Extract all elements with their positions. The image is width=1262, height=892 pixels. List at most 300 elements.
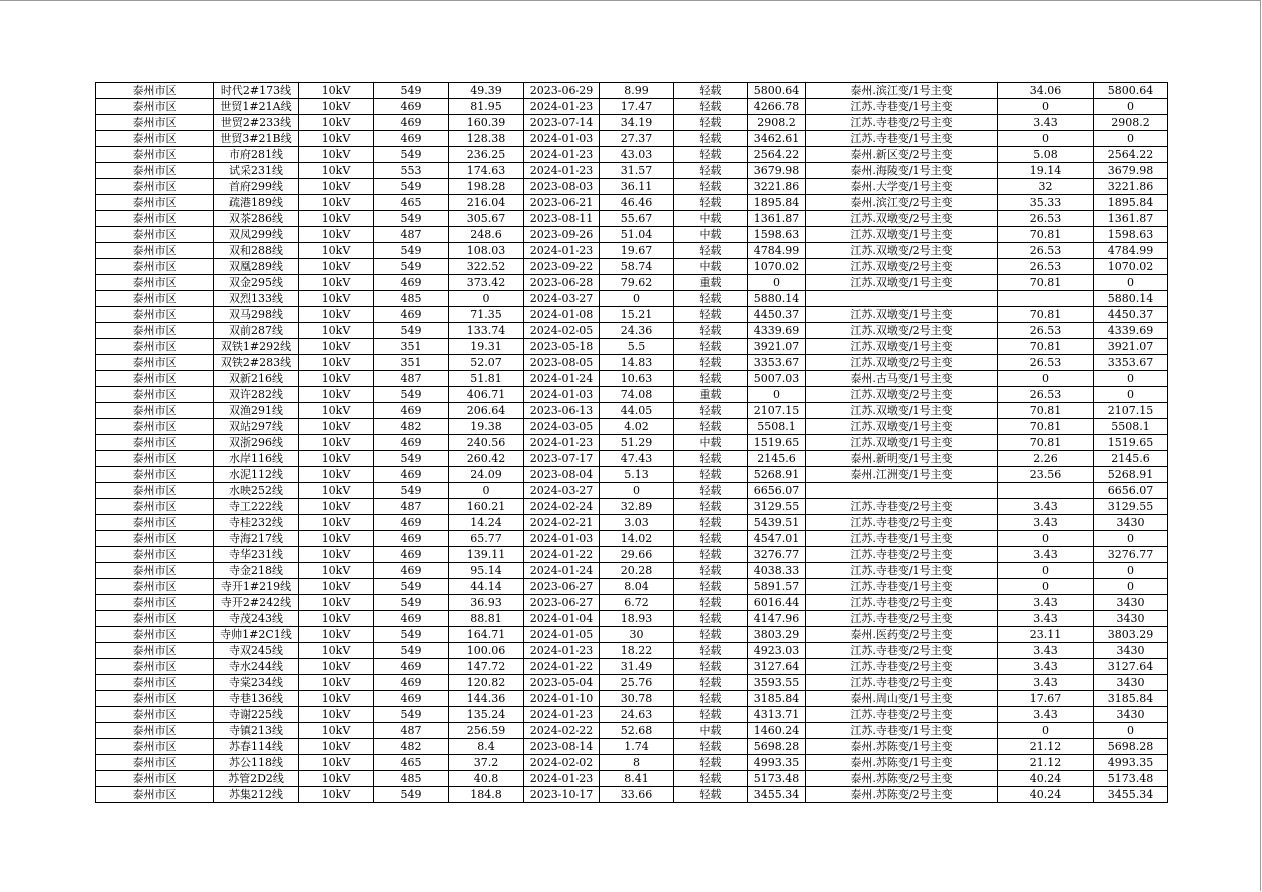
rated-capacity-cell: 469 — [374, 131, 449, 147]
load-status-cell: 轻载 — [674, 307, 748, 323]
transformer-cell: 江苏.寺巷变/2号主变 — [806, 595, 998, 611]
load-status-cell: 轻载 — [674, 147, 748, 163]
transformer-load-rate-cell: 3.43 — [998, 707, 1094, 723]
transformer-cell: 江苏.双墩变/2号主变 — [806, 211, 998, 227]
load-rate-cell: 46.46 — [600, 195, 674, 211]
date-cell: 2023-06-21 — [524, 195, 600, 211]
spare-capacity-cell: 3221.86 — [748, 179, 806, 195]
date-cell: 2024-01-05 — [524, 627, 600, 643]
load-status-cell: 轻载 — [674, 787, 748, 803]
available-capacity-cell: 0 — [1094, 531, 1168, 547]
spare-capacity-cell: 4993.35 — [748, 755, 806, 771]
available-capacity-cell: 4993.35 — [1094, 755, 1168, 771]
voltage-cell: 10kV — [299, 355, 374, 371]
load-rate-cell: 19.67 — [600, 243, 674, 259]
rated-capacity-cell: 469 — [374, 307, 449, 323]
available-capacity-cell: 3679.98 — [1094, 163, 1168, 179]
max-load-cell: 8.4 — [449, 739, 524, 755]
load-rate-cell: 34.19 — [600, 115, 674, 131]
load-status-cell: 重载 — [674, 275, 748, 291]
transformer-cell: 泰州.大学变/1号主变 — [806, 179, 998, 195]
rated-capacity-cell: 469 — [374, 435, 449, 451]
line-name-cell: 双马298线 — [214, 307, 299, 323]
voltage-cell: 10kV — [299, 739, 374, 755]
table-row — [96, 467, 1168, 483]
transformer-load-rate-cell: 70.81 — [998, 419, 1094, 435]
transformer-cell: 江苏.双墩变/1号主变 — [806, 435, 998, 451]
max-load-cell: 14.24 — [449, 515, 524, 531]
table-row — [96, 515, 1168, 531]
transformer-load-rate-cell: 3.43 — [998, 515, 1094, 531]
date-cell: 2023-06-27 — [524, 579, 600, 595]
table-row — [96, 547, 1168, 563]
date-cell: 2024-02-05 — [524, 323, 600, 339]
date-cell: 2023-07-17 — [524, 451, 600, 467]
voltage-cell: 10kV — [299, 627, 374, 643]
load-rate-cell: 5.13 — [600, 467, 674, 483]
area-cell: 泰州市区 — [96, 275, 214, 291]
area-cell: 泰州市区 — [96, 451, 214, 467]
max-load-cell: 256.59 — [449, 723, 524, 739]
load-rate-cell: 52.68 — [600, 723, 674, 739]
load-rate-cell: 20.28 — [600, 563, 674, 579]
transformer-cell: 江苏.寺巷变/2号主变 — [806, 643, 998, 659]
spare-capacity-cell: 5508.1 — [748, 419, 806, 435]
max-load-cell: 198.28 — [449, 179, 524, 195]
transformer-load-rate-cell: 26.53 — [998, 323, 1094, 339]
load-rate-cell: 24.63 — [600, 707, 674, 723]
spare-capacity-cell: 3462.61 — [748, 131, 806, 147]
area-cell: 泰州市区 — [96, 355, 214, 371]
transformer-cell: 泰州.新区变/2号主变 — [806, 147, 998, 163]
available-capacity-cell: 4339.69 — [1094, 323, 1168, 339]
table-row — [96, 195, 1168, 211]
date-cell: 2024-01-23 — [524, 435, 600, 451]
table-row — [96, 131, 1168, 147]
date-cell: 2024-03-27 — [524, 291, 600, 307]
date-cell: 2023-09-22 — [524, 259, 600, 275]
line-name-cell: 寺水244线 — [214, 659, 299, 675]
voltage-cell: 10kV — [299, 579, 374, 595]
line-name-cell: 水映252线 — [214, 483, 299, 499]
max-load-cell: 37.2 — [449, 755, 524, 771]
load-status-cell: 轻载 — [674, 611, 748, 627]
area-cell: 泰州市区 — [96, 707, 214, 723]
load-rate-cell: 15.21 — [600, 307, 674, 323]
line-name-cell: 寺棠234线 — [214, 675, 299, 691]
transformer-load-rate-cell: 3.43 — [998, 611, 1094, 627]
max-load-cell: 52.07 — [449, 355, 524, 371]
spare-capacity-cell: 3353.67 — [748, 355, 806, 371]
load-rate-cell: 33.66 — [600, 787, 674, 803]
spare-capacity-cell: 0 — [748, 387, 806, 403]
max-load-cell: 322.52 — [449, 259, 524, 275]
available-capacity-cell: 3353.67 — [1094, 355, 1168, 371]
area-cell: 泰州市区 — [96, 259, 214, 275]
line-name-cell: 首府299线 — [214, 179, 299, 195]
rated-capacity-cell: 351 — [374, 355, 449, 371]
voltage-cell: 10kV — [299, 195, 374, 211]
transformer-cell: 江苏.寺巷变/2号主变 — [806, 675, 998, 691]
area-cell: 泰州市区 — [96, 563, 214, 579]
transformer-cell: 江苏.寺巷变/2号主变 — [806, 707, 998, 723]
date-cell: 2023-08-05 — [524, 355, 600, 371]
spare-capacity-cell: 1460.24 — [748, 723, 806, 739]
voltage-cell: 10kV — [299, 115, 374, 131]
line-name-cell: 试采231线 — [214, 163, 299, 179]
line-name-cell: 世贸3#21B线 — [214, 131, 299, 147]
available-capacity-cell: 3921.07 — [1094, 339, 1168, 355]
rated-capacity-cell: 549 — [374, 387, 449, 403]
transformer-load-rate-cell: 21.12 — [998, 755, 1094, 771]
available-capacity-cell: 6656.07 — [1094, 483, 1168, 499]
spare-capacity-cell: 3127.64 — [748, 659, 806, 675]
load-status-cell: 轻载 — [674, 531, 748, 547]
date-cell: 2023-05-18 — [524, 339, 600, 355]
transformer-load-rate-cell: 3.43 — [998, 659, 1094, 675]
area-cell: 泰州市区 — [96, 595, 214, 611]
voltage-cell: 10kV — [299, 131, 374, 147]
rated-capacity-cell: 549 — [374, 451, 449, 467]
table-row — [96, 739, 1168, 755]
rated-capacity-cell: 482 — [374, 419, 449, 435]
spare-capacity-cell: 3129.55 — [748, 499, 806, 515]
transformer-load-rate-cell: 3.43 — [998, 675, 1094, 691]
load-rate-cell: 27.37 — [600, 131, 674, 147]
load-rate-cell: 0 — [600, 291, 674, 307]
available-capacity-cell: 5268.91 — [1094, 467, 1168, 483]
max-load-cell: 373.42 — [449, 275, 524, 291]
transformer-load-rate-cell: 26.53 — [998, 243, 1094, 259]
line-name-cell: 寺开2#242线 — [214, 595, 299, 611]
load-rate-cell: 30 — [600, 627, 674, 643]
line-name-cell: 双金295线 — [214, 275, 299, 291]
load-status-cell: 轻载 — [674, 131, 748, 147]
rated-capacity-cell: 469 — [374, 531, 449, 547]
available-capacity-cell: 3430 — [1094, 515, 1168, 531]
transformer-load-rate-cell: 26.53 — [998, 259, 1094, 275]
max-load-cell: 49.39 — [449, 83, 524, 99]
load-status-cell: 轻载 — [674, 339, 748, 355]
transformer-load-rate-cell: 5.08 — [998, 147, 1094, 163]
transformer-load-rate-cell: 19.14 — [998, 163, 1094, 179]
max-load-cell: 260.42 — [449, 451, 524, 467]
line-name-cell: 双铁1#292线 — [214, 339, 299, 355]
voltage-cell: 10kV — [299, 371, 374, 387]
rated-capacity-cell: 549 — [374, 595, 449, 611]
load-rate-cell: 30.78 — [600, 691, 674, 707]
load-rate-cell: 31.57 — [600, 163, 674, 179]
max-load-cell: 133.74 — [449, 323, 524, 339]
transformer-load-rate-cell: 23.11 — [998, 627, 1094, 643]
voltage-cell: 10kV — [299, 707, 374, 723]
area-cell: 泰州市区 — [96, 627, 214, 643]
transformer-cell: 江苏.寺巷变/1号主变 — [806, 531, 998, 547]
line-name-cell: 双站297线 — [214, 419, 299, 435]
max-load-cell: 236.25 — [449, 147, 524, 163]
load-status-cell: 轻载 — [674, 355, 748, 371]
load-rate-cell: 1.74 — [600, 739, 674, 755]
load-rate-cell: 74.08 — [600, 387, 674, 403]
max-load-cell: 135.24 — [449, 707, 524, 723]
voltage-cell: 10kV — [299, 291, 374, 307]
area-cell: 泰州市区 — [96, 739, 214, 755]
transformer-load-rate-cell: 0 — [998, 563, 1094, 579]
transformer-cell: 泰州.古马变/1号主变 — [806, 371, 998, 387]
line-name-cell: 疏港189线 — [214, 195, 299, 211]
available-capacity-cell: 3430 — [1094, 643, 1168, 659]
area-cell: 泰州市区 — [96, 483, 214, 499]
max-load-cell: 240.56 — [449, 435, 524, 451]
area-cell: 泰州市区 — [96, 691, 214, 707]
transformer-cell: 泰州.苏陈变/1号主变 — [806, 739, 998, 755]
table-row — [96, 99, 1168, 115]
transformer-cell: 江苏.寺巷变/1号主变 — [806, 579, 998, 595]
load-status-cell: 轻载 — [674, 515, 748, 531]
area-cell: 泰州市区 — [96, 115, 214, 131]
available-capacity-cell: 3430 — [1094, 675, 1168, 691]
voltage-cell: 10kV — [299, 227, 374, 243]
area-cell: 泰州市区 — [96, 531, 214, 547]
rated-capacity-cell: 469 — [374, 563, 449, 579]
load-status-cell: 中载 — [674, 435, 748, 451]
table-row — [96, 611, 1168, 627]
max-load-cell: 65.77 — [449, 531, 524, 547]
spare-capacity-cell: 3455.34 — [748, 787, 806, 803]
load-status-cell: 轻载 — [674, 627, 748, 643]
area-cell: 泰州市区 — [96, 195, 214, 211]
rated-capacity-cell: 549 — [374, 323, 449, 339]
available-capacity-cell: 0 — [1094, 723, 1168, 739]
transformer-load-rate-cell: 26.53 — [998, 355, 1094, 371]
load-status-cell: 轻载 — [674, 707, 748, 723]
transformer-load-rate-cell: 3.43 — [998, 595, 1094, 611]
available-capacity-cell: 3185.84 — [1094, 691, 1168, 707]
transformer-cell: 泰州.滨江变/2号主变 — [806, 195, 998, 211]
load-status-cell: 轻载 — [674, 291, 748, 307]
load-rate-cell: 3.03 — [600, 515, 674, 531]
voltage-cell: 10kV — [299, 755, 374, 771]
area-cell: 泰州市区 — [96, 227, 214, 243]
max-load-cell: 36.93 — [449, 595, 524, 611]
voltage-cell: 10kV — [299, 675, 374, 691]
voltage-cell: 10kV — [299, 787, 374, 803]
rated-capacity-cell: 469 — [374, 675, 449, 691]
available-capacity-cell: 3455.34 — [1094, 787, 1168, 803]
area-cell: 泰州市区 — [96, 771, 214, 787]
line-name-cell: 双凤299线 — [214, 227, 299, 243]
spare-capacity-cell: 2908.2 — [748, 115, 806, 131]
date-cell: 2024-01-03 — [524, 531, 600, 547]
table-row — [96, 451, 1168, 467]
line-name-cell: 水岸116线 — [214, 451, 299, 467]
load-rate-cell: 18.93 — [600, 611, 674, 627]
line-name-cell: 世贸1#21A线 — [214, 99, 299, 115]
table-row — [96, 339, 1168, 355]
rated-capacity-cell: 469 — [374, 115, 449, 131]
feeder-load-table — [95, 82, 1168, 803]
date-cell: 2024-01-03 — [524, 131, 600, 147]
date-cell: 2023-06-27 — [524, 595, 600, 611]
line-name-cell: 双前287线 — [214, 323, 299, 339]
available-capacity-cell: 5173.48 — [1094, 771, 1168, 787]
line-name-cell: 苏管2D2线 — [214, 771, 299, 787]
date-cell: 2024-01-24 — [524, 563, 600, 579]
transformer-load-rate-cell: 17.67 — [998, 691, 1094, 707]
load-status-cell: 轻载 — [674, 195, 748, 211]
line-name-cell: 寺帅1#2C1线 — [214, 627, 299, 643]
spare-capacity-cell: 6016.44 — [748, 595, 806, 611]
load-status-cell: 轻载 — [674, 451, 748, 467]
rated-capacity-cell: 487 — [374, 227, 449, 243]
max-load-cell: 248.6 — [449, 227, 524, 243]
load-rate-cell: 25.76 — [600, 675, 674, 691]
max-load-cell: 24.09 — [449, 467, 524, 483]
line-name-cell: 水泥112线 — [214, 467, 299, 483]
area-cell: 泰州市区 — [96, 179, 214, 195]
available-capacity-cell: 3221.86 — [1094, 179, 1168, 195]
rated-capacity-cell: 469 — [374, 611, 449, 627]
spare-capacity-cell: 1598.63 — [748, 227, 806, 243]
max-load-cell: 88.81 — [449, 611, 524, 627]
max-load-cell: 100.06 — [449, 643, 524, 659]
rated-capacity-cell: 549 — [374, 627, 449, 643]
voltage-cell: 10kV — [299, 771, 374, 787]
rated-capacity-cell: 465 — [374, 195, 449, 211]
voltage-cell: 10kV — [299, 387, 374, 403]
date-cell: 2024-02-24 — [524, 499, 600, 515]
transformer-cell: 江苏.双墩变/1号主变 — [806, 339, 998, 355]
date-cell: 2024-01-23 — [524, 243, 600, 259]
rated-capacity-cell: 485 — [374, 771, 449, 787]
transformer-cell: 泰州.江洲变/1号主变 — [806, 467, 998, 483]
spare-capacity-cell: 5439.51 — [748, 515, 806, 531]
voltage-cell: 10kV — [299, 163, 374, 179]
transformer-load-rate-cell: 70.81 — [998, 227, 1094, 243]
area-cell: 泰州市区 — [96, 403, 214, 419]
transformer-cell: 江苏.双墩变/2号主变 — [806, 243, 998, 259]
load-status-cell: 轻载 — [674, 115, 748, 131]
table-row — [96, 531, 1168, 547]
date-cell: 2024-01-23 — [524, 163, 600, 179]
area-cell: 泰州市区 — [96, 499, 214, 515]
load-rate-cell: 32.89 — [600, 499, 674, 515]
line-name-cell: 寺巷136线 — [214, 691, 299, 707]
voltage-cell: 10kV — [299, 435, 374, 451]
available-capacity-cell: 0 — [1094, 579, 1168, 595]
voltage-cell: 10kV — [299, 563, 374, 579]
transformer-cell: 泰州.苏陈变/2号主变 — [806, 787, 998, 803]
area-cell: 泰州市区 — [96, 467, 214, 483]
line-name-cell: 寺华231线 — [214, 547, 299, 563]
area-cell: 泰州市区 — [96, 723, 214, 739]
table-row — [96, 387, 1168, 403]
load-status-cell: 轻载 — [674, 675, 748, 691]
load-rate-cell: 5.5 — [600, 339, 674, 355]
spare-capacity-cell: 0 — [748, 275, 806, 291]
area-cell: 泰州市区 — [96, 515, 214, 531]
voltage-cell: 10kV — [299, 643, 374, 659]
date-cell: 2024-01-08 — [524, 307, 600, 323]
load-status-cell: 重载 — [674, 387, 748, 403]
table-row — [96, 419, 1168, 435]
spare-capacity-cell: 4450.37 — [748, 307, 806, 323]
available-capacity-cell: 4450.37 — [1094, 307, 1168, 323]
rated-capacity-cell: 549 — [374, 211, 449, 227]
table-row — [96, 563, 1168, 579]
max-load-cell: 120.82 — [449, 675, 524, 691]
load-rate-cell: 43.03 — [600, 147, 674, 163]
load-status-cell: 轻载 — [674, 755, 748, 771]
line-name-cell: 苏春114线 — [214, 739, 299, 755]
available-capacity-cell: 5880.14 — [1094, 291, 1168, 307]
area-cell: 泰州市区 — [96, 611, 214, 627]
max-load-cell: 147.72 — [449, 659, 524, 675]
spare-capacity-cell: 1361.87 — [748, 211, 806, 227]
available-capacity-cell: 1070.02 — [1094, 259, 1168, 275]
voltage-cell: 10kV — [299, 147, 374, 163]
rated-capacity-cell: 549 — [374, 707, 449, 723]
max-load-cell: 108.03 — [449, 243, 524, 259]
area-cell: 泰州市区 — [96, 307, 214, 323]
line-name-cell: 时代2#173线 — [214, 83, 299, 99]
load-status-cell: 轻载 — [674, 739, 748, 755]
table-row — [96, 307, 1168, 323]
load-rate-cell: 24.36 — [600, 323, 674, 339]
date-cell: 2024-01-10 — [524, 691, 600, 707]
max-load-cell: 216.04 — [449, 195, 524, 211]
load-status-cell: 轻载 — [674, 483, 748, 499]
voltage-cell: 10kV — [299, 323, 374, 339]
available-capacity-cell: 0 — [1094, 387, 1168, 403]
area-cell: 泰州市区 — [96, 99, 214, 115]
area-cell: 泰州市区 — [96, 643, 214, 659]
line-name-cell: 双渔291线 — [214, 403, 299, 419]
date-cell: 2023-09-26 — [524, 227, 600, 243]
transformer-cell: 江苏.双墩变/1号主变 — [806, 419, 998, 435]
load-rate-cell: 51.29 — [600, 435, 674, 451]
load-status-cell: 中载 — [674, 227, 748, 243]
date-cell: 2024-02-02 — [524, 755, 600, 771]
max-load-cell: 406.71 — [449, 387, 524, 403]
spare-capacity-cell: 5698.28 — [748, 739, 806, 755]
max-load-cell: 95.14 — [449, 563, 524, 579]
transformer-load-rate-cell: 0 — [998, 531, 1094, 547]
transformer-cell: 江苏.寺巷变/1号主变 — [806, 99, 998, 115]
voltage-cell: 10kV — [299, 595, 374, 611]
voltage-cell: 10kV — [299, 531, 374, 547]
line-name-cell: 寺茂243线 — [214, 611, 299, 627]
date-cell: 2024-01-23 — [524, 771, 600, 787]
date-cell: 2024-01-23 — [524, 643, 600, 659]
table-row — [96, 211, 1168, 227]
date-cell: 2023-08-11 — [524, 211, 600, 227]
rated-capacity-cell: 465 — [374, 755, 449, 771]
area-cell: 泰州市区 — [96, 755, 214, 771]
available-capacity-cell: 5698.28 — [1094, 739, 1168, 755]
transformer-cell: 江苏.寺巷变/2号主变 — [806, 547, 998, 563]
table-row — [96, 83, 1168, 99]
transformer-cell: 泰州.苏陈变/2号主变 — [806, 771, 998, 787]
transformer-cell: 江苏.寺巷变/1号主变 — [806, 723, 998, 739]
table-body — [96, 83, 1168, 803]
load-rate-cell: 47.43 — [600, 451, 674, 467]
line-name-cell: 双烈133线 — [214, 291, 299, 307]
available-capacity-cell: 3276.77 — [1094, 547, 1168, 563]
table-row — [96, 163, 1168, 179]
transformer-cell: 江苏.双墩变/2号主变 — [806, 387, 998, 403]
spare-capacity-cell: 4547.01 — [748, 531, 806, 547]
